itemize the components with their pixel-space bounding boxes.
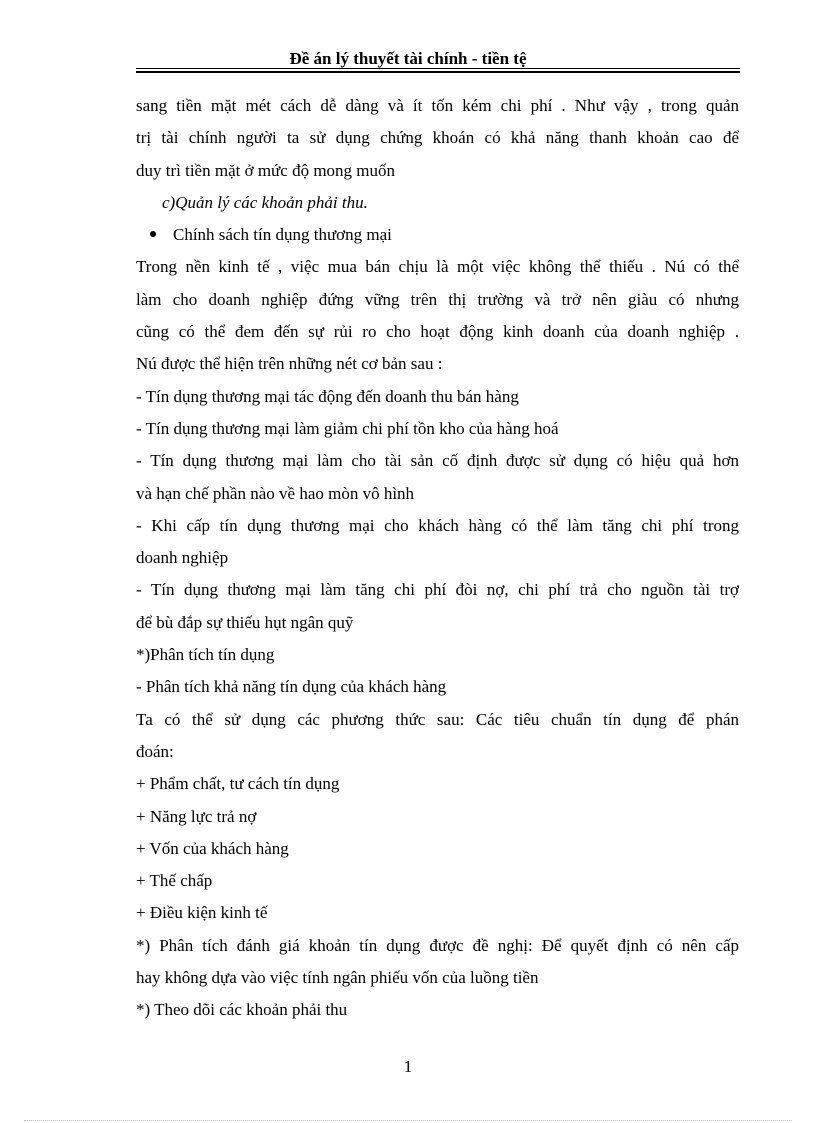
section-heading: c)Quản lý các khoản phải thu. [162,192,368,212]
text-line: + Điều kiện kinh tế [136,903,268,923]
header-rule-thin [136,68,740,69]
page-number: 1 [403,1057,413,1076]
text-line: đoán: [136,741,174,761]
text-line: Nú được thể hiện trên những nét cơ bản sau : [136,354,443,374]
text-line: duy trì tiền mặt ở mức độ mong muốn [136,160,396,180]
document-body [136,90,739,1027]
text-line: làm cho doanh nghiệp đứng vững trên thị trường và trở nên giàu có nhưng [136,289,739,309]
text-line: hay không dựa vào việc tính ngân phiếu vốn của luồng tiền [136,968,539,988]
text-line: + Năng lực trả nợ [136,806,257,826]
text-line: trị tài chính người ta sử dụng chứng khoán có khả năng thanh khoản cao để [136,128,739,148]
text-line: - Khi cấp tín dụng thương mại cho khách hàng có thể làm tăng chi phí trong [136,515,739,535]
text-line: - Tín dụng thương mại làm giảm chi phí tồn kho của hàng hoá [136,418,559,438]
text-line: - Tín dụng thương mại tác động đến doanh thu bán hàng [136,386,519,406]
page-header-title: Đề án lý thuyết tài chính - tiền tệ [289,49,527,68]
header-rule-thick [136,71,740,73]
bullet-item [136,219,739,251]
text-line: + Phẩm chất, tư cách tín dụng [136,774,340,794]
text-line: *) Theo dõi các khoản phải thu [136,1000,348,1020]
text-line: Trong nền kinh tế , việc mua bán chịu là một việc không thể thiếu . Nú có thể [136,257,739,277]
text-line: cũng có thể đem đến sự rủi ro cho hoạt động kinh doanh của doanh nghiệp . [136,322,739,342]
text-line: - Tín dụng thương mại làm cho tài sản cố định được sử dụng có hiệu quả hơn [136,451,739,471]
text-line: *) Phân tích đánh giá khoản tín dụng được đề nghị: Để quyết định có nên cấp [136,935,739,955]
bullet-item-label: Chính sách tín dụng thương mại [173,225,392,245]
text-line: Ta có thể sử dụng các phương thức sau: Các tiêu chuẩn tín dụng để phán [136,709,739,729]
text-line: + Thế chấp [136,871,213,891]
text-line: - Tín dụng thương mại làm tăng chi phí đòi nợ, chi phí trả cho nguồn tài trợ [136,580,739,600]
bullet-icon [150,231,156,237]
text-line: - Phân tích khả năng tín dụng của khách hàng [136,677,447,697]
text-line: + Vốn của khách hàng [136,838,289,858]
text-line: để bù đắp sự thiếu hụt ngân quỹ [136,612,354,632]
page-bottom-edge [24,1120,792,1121]
text-line: và hạn chế phần nào về hao mòn vô hình [136,483,415,503]
text-line: *)Phân tích tín dụng [136,645,275,665]
text-line: doanh nghiệp [136,548,229,568]
text-line: sang tiền mặt mét cách dễ dàng và ít tốn kém chi phí . Như vậy , trong quản [136,96,739,115]
